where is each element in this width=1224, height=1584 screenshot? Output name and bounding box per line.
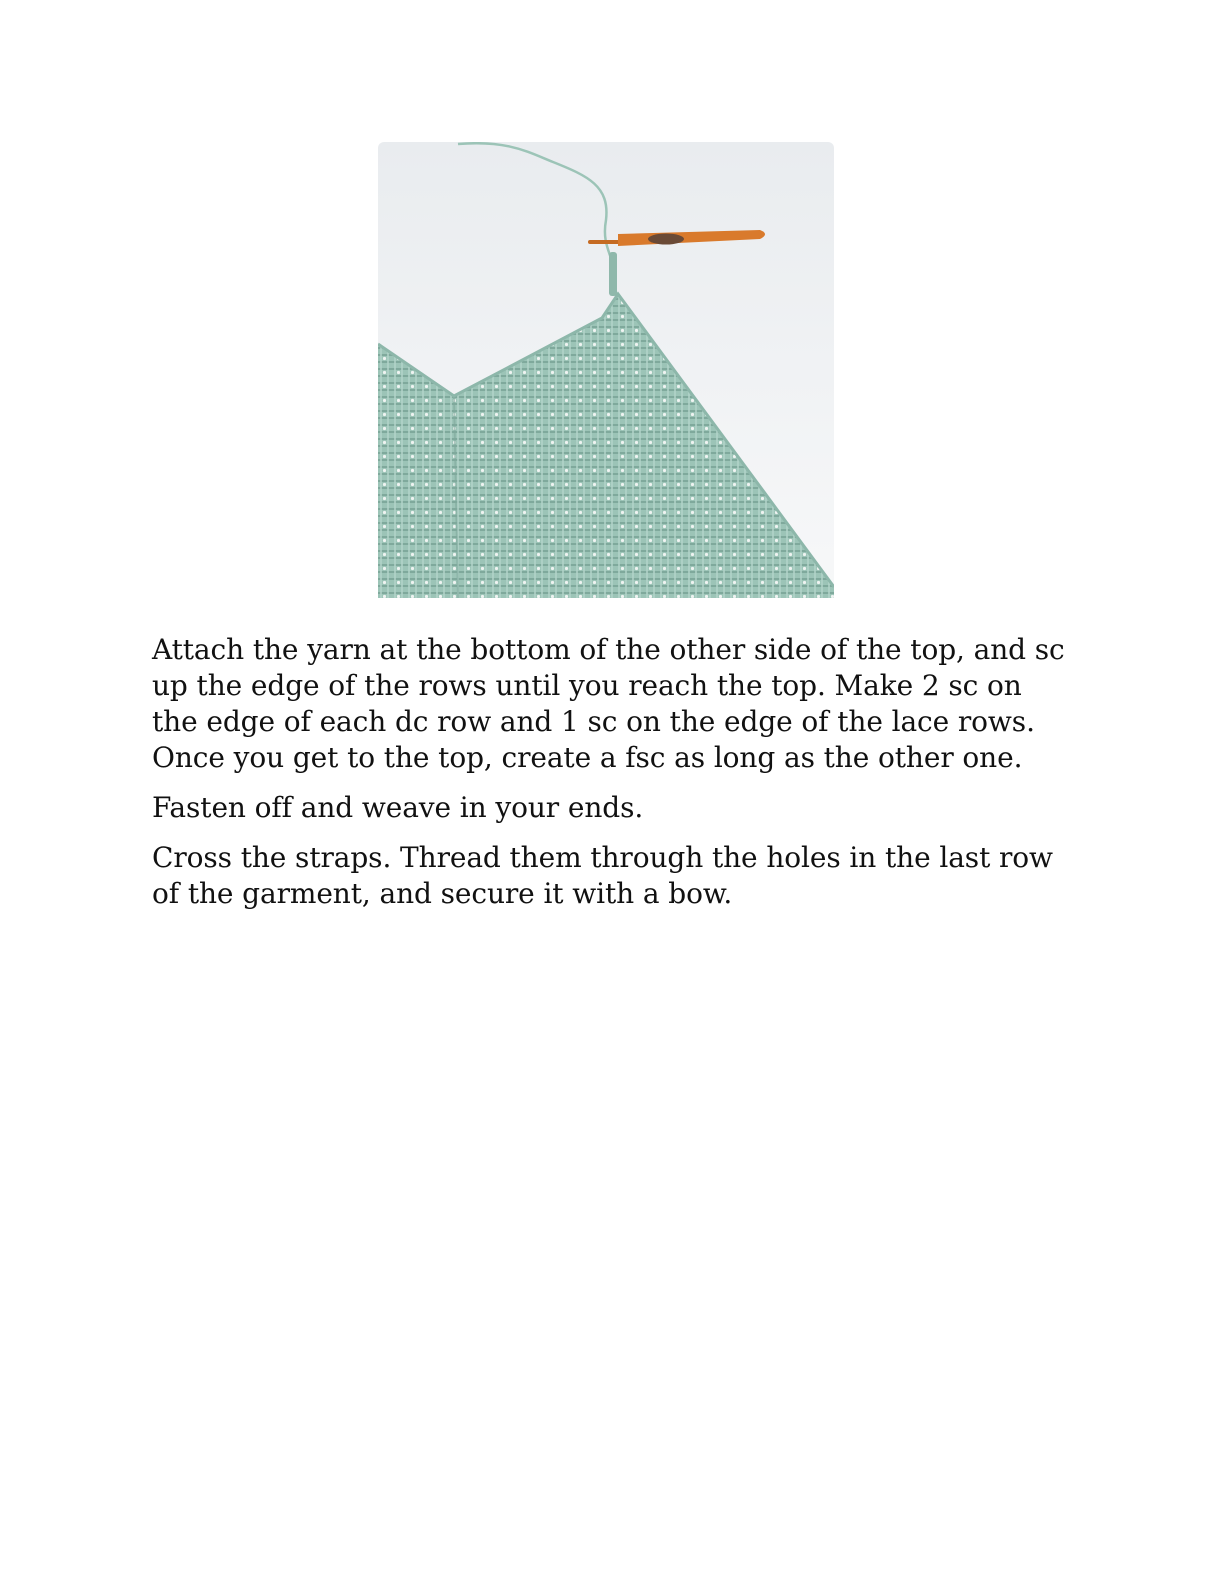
strap-chain <box>609 252 617 296</box>
instructions <box>152 632 1072 926</box>
instruction-paragraph: Fasten off and weave in your ends. <box>152 791 644 824</box>
crochet-top-photo <box>378 142 834 598</box>
instruction-paragraph: Cross the straps. Thread them through the holes in the last row of the garment, and secure it with a bow. <box>152 841 1053 910</box>
instruction-paragraph: Attach the yarn at the bottom of the other side of the top, and sc up the edge of the rows until you reach the top. Make 2 sc on the edge of each dc row and 1 sc on the edge of the lace rows. Once you get to the top, create a fsc as long as the other one. <box>152 633 1065 774</box>
